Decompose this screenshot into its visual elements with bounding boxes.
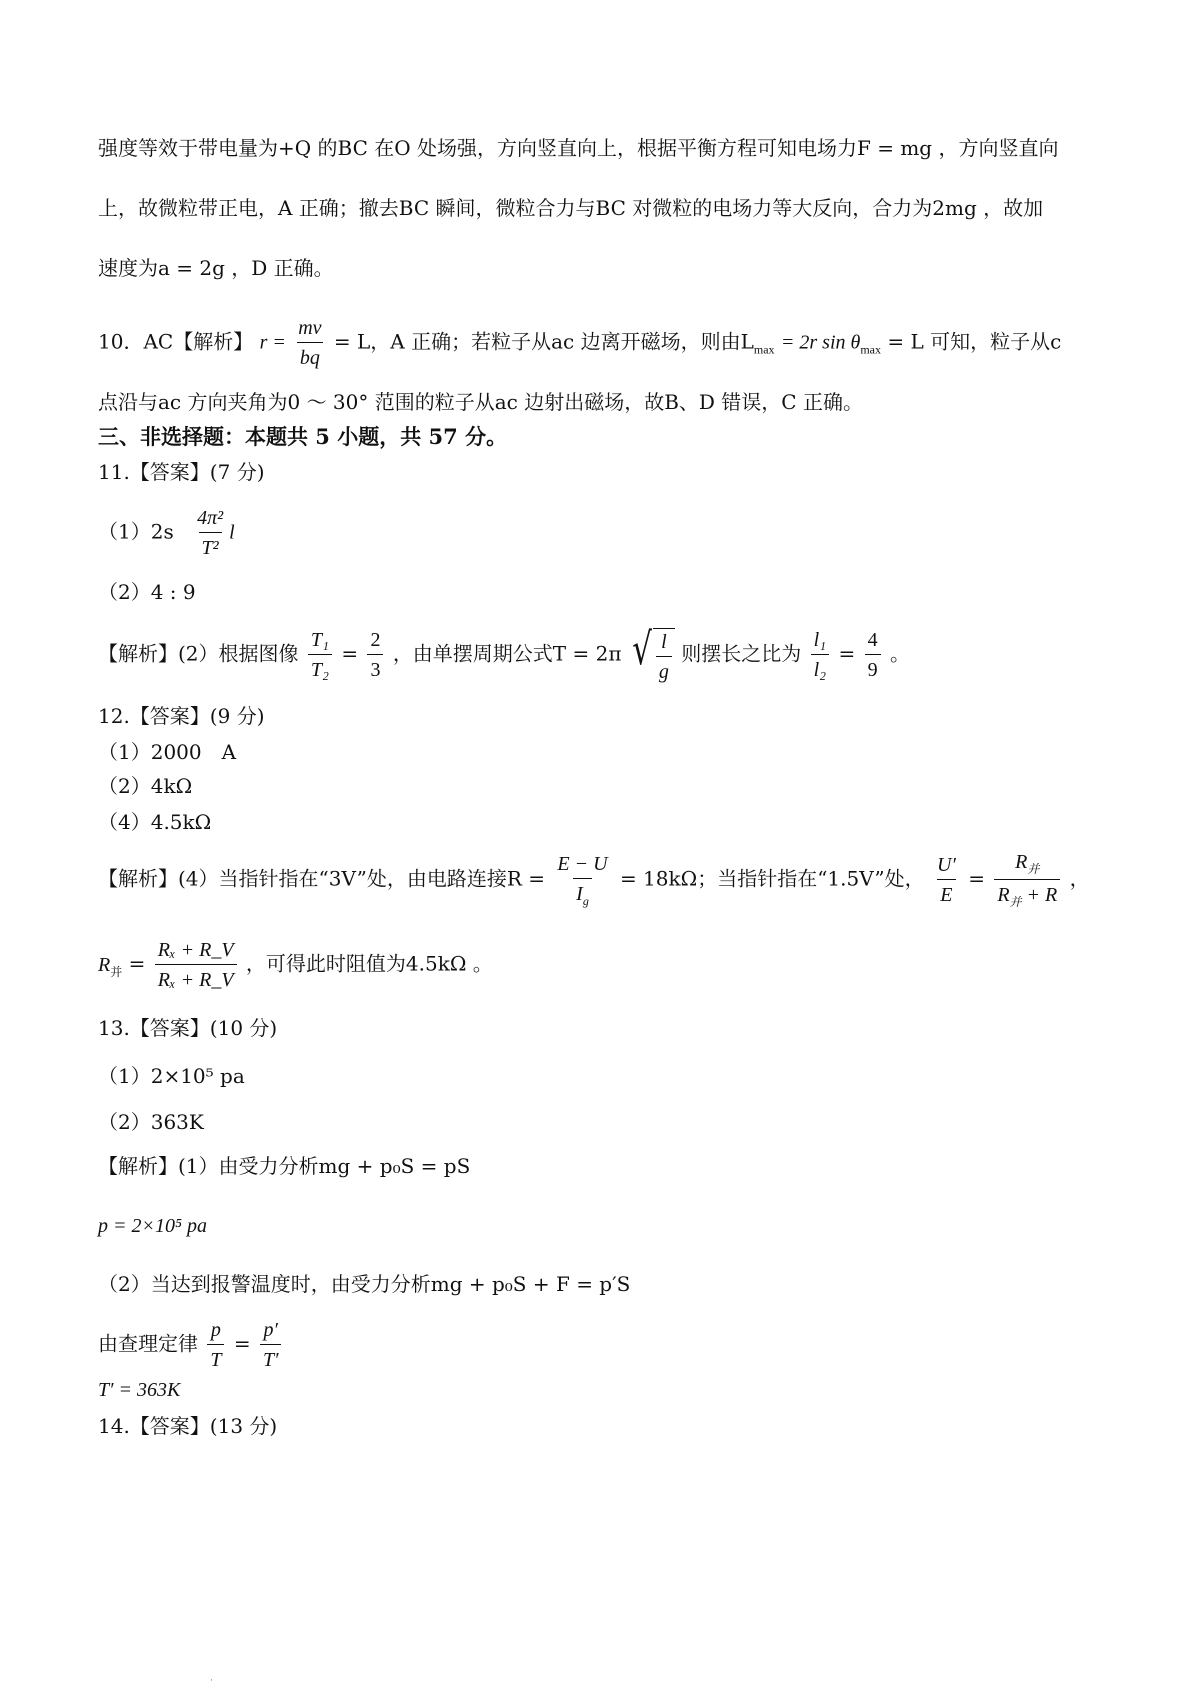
q12-r-num: E − U xyxy=(557,852,608,875)
q12-eq: = xyxy=(968,866,985,891)
q12-u-num: U′ xyxy=(937,854,956,876)
q12-analysis-line-1 xyxy=(98,852,1090,908)
q14-answer-heading: 14.【答案】(13 分) xyxy=(98,1414,278,1438)
para-line-1: 强度等效于带电量为+Q 的BC 在O 处场强，方向竖直向上，根据平衡方程可知电场力F = mg ，方向竖直向 xyxy=(98,136,1059,160)
q11-part1-label: （1）2s xyxy=(98,519,174,544)
q13-analysis-5: T′ = 363K xyxy=(98,1379,181,1401)
q11-part1-fraction xyxy=(194,508,226,558)
q12-answer-heading: 12.【答案】(9 分) xyxy=(98,704,265,728)
q12-u-fraction xyxy=(934,855,959,905)
q12-rx-fraction xyxy=(155,940,237,990)
q11-l2: l₂ xyxy=(811,654,830,680)
q11-part1-den: T² xyxy=(199,532,222,558)
q12-rx-num: Rₓ + R_V xyxy=(157,939,234,961)
q11-l-ratio xyxy=(811,630,830,680)
q13-analysis-3: （2）当达到报警温度时，由受力分析mg + p₀S + F = p′S xyxy=(98,1272,631,1296)
q10-frac-num: mv xyxy=(298,317,322,339)
q10-r-eq: r = xyxy=(259,331,286,354)
q13-answer-heading: 13.【答案】(10 分) xyxy=(98,1016,278,1040)
q10-sub-max1: max xyxy=(753,342,775,357)
q11-l-over-g xyxy=(656,632,672,682)
q12-analysis-a: 【解析】(4）当指针指在“3V”处，由电路连接R = xyxy=(98,866,546,891)
q13-answer-2: （2）363K xyxy=(98,1110,204,1134)
q12-rx-den: Rₓ + R_V xyxy=(155,964,237,990)
q11-t1: T₁ xyxy=(310,629,329,651)
page-footer-mark: · xyxy=(210,1676,213,1686)
q10-text-d: = L 可知，粒子从c xyxy=(887,329,1062,354)
q13-t2: T′ xyxy=(260,1344,282,1370)
q12-eq2: = xyxy=(128,951,146,976)
q11-two-thirds xyxy=(367,630,383,680)
q13-t: T xyxy=(207,1344,224,1370)
q11-sqrt xyxy=(628,624,675,683)
q12-r-fraction xyxy=(554,854,610,907)
q11-l1: l₁ xyxy=(813,629,827,651)
q12-end: ， xyxy=(1069,866,1090,891)
q11-2: 2 xyxy=(370,629,381,651)
q10-text-c: = 2r sin θ xyxy=(780,331,861,354)
section-heading: 三、非选择题：本题共 5 小题，共 57 分。 xyxy=(98,424,508,449)
q10-text-b: = L，A 正确；若粒子从ac 边离开磁场，则由L xyxy=(333,329,754,354)
q11-part1-l: l xyxy=(229,521,235,544)
q13-eq: = xyxy=(233,1331,251,1356)
q11-four-ninths xyxy=(865,630,881,680)
q11-sqrt-l: l xyxy=(661,631,667,653)
q11-t2: T₂ xyxy=(308,654,332,680)
para-line-3: 速度为a = 2g ，D 正确。 xyxy=(98,256,334,280)
q12-rpar-den: $R_并 + R$ xyxy=(994,879,1060,908)
q10-solution-line xyxy=(98,318,1061,368)
q13-p: p xyxy=(210,1319,221,1341)
q11-4: 4 xyxy=(867,629,878,651)
q11-answer-heading: 11.【答案】(7 分) xyxy=(98,460,265,484)
q13-p2: p′ xyxy=(263,1319,278,1341)
para-line-2: 上，故微粒带正电，A 正确；撤去BC 瞬间，微粒合力与BC 对微粒的电场力等大反向，合力为2mg ，故加 xyxy=(98,196,1044,220)
q10-frac-den: bq xyxy=(297,342,323,368)
q12-result: ，可得此时阻值为4.5kΩ 。 xyxy=(245,951,493,976)
q11-ratio-text: 则摆长之比为 xyxy=(681,641,802,666)
q11-analysis-line xyxy=(98,624,910,683)
q12-rpar-num: $R_并$ xyxy=(1015,851,1040,876)
q11-9: 9 xyxy=(865,654,881,680)
q11-3: 3 xyxy=(367,654,383,680)
q12-answer-1: （1）2000 A xyxy=(98,740,237,764)
q11-answer-2: （2）4 : 9 xyxy=(98,580,196,604)
q13-analysis-2: p = 2×10⁵ pa xyxy=(98,1215,207,1237)
q11-eq2: = xyxy=(838,641,856,666)
q11-sqrt-g: g xyxy=(656,656,672,682)
q12-r-den: $I_g$ xyxy=(573,878,592,907)
q12-u-den: E xyxy=(937,879,955,905)
q11-period-formula: ，由单摆周期公式T = 2π xyxy=(392,641,622,666)
q12-rpar-label: $R_并$ xyxy=(98,953,123,979)
q11-part1-num: 4π² xyxy=(197,507,224,529)
q11-analysis-label: 【解析】(2）根据图像 xyxy=(98,641,299,666)
q11-end: 。 xyxy=(889,641,910,666)
q10-label: 10．AC【解析】 xyxy=(98,329,254,354)
q12-analysis-b: = 18kΩ；当指针指在“1.5V”处， xyxy=(619,866,925,891)
q13-p-over-t xyxy=(207,1320,224,1370)
q13-analysis-1: 【解析】(1）由受力分析mg + p₀S = pS xyxy=(98,1154,471,1178)
q10-line-2: 点沿与ac 方向夹角为0 ～ 30° 范围的粒子从ac 边射出磁场，故B、D 错误，C 正确。 xyxy=(98,390,863,414)
q12-rpar-fraction xyxy=(994,852,1060,908)
q12-analysis-line-2 xyxy=(98,940,493,990)
sqrt-radical-icon: √ xyxy=(632,624,652,675)
q13-analysis-4 xyxy=(98,1320,284,1370)
q13-charles-text: 由查理定律 xyxy=(98,1331,198,1356)
q10-fraction xyxy=(295,318,324,368)
q13-answer-1: （1）2×10⁵ pa xyxy=(98,1064,245,1088)
q10-sub-max2: max xyxy=(860,342,882,357)
q12-answer-4: （4）4.5kΩ xyxy=(98,810,212,834)
q11-t-ratio xyxy=(308,630,332,680)
q12-answer-2: （2）4kΩ xyxy=(98,774,193,798)
q13-p2-over-t2 xyxy=(260,1320,282,1370)
q11-answer-1 xyxy=(98,508,235,558)
q11-eq1: = xyxy=(341,641,359,666)
